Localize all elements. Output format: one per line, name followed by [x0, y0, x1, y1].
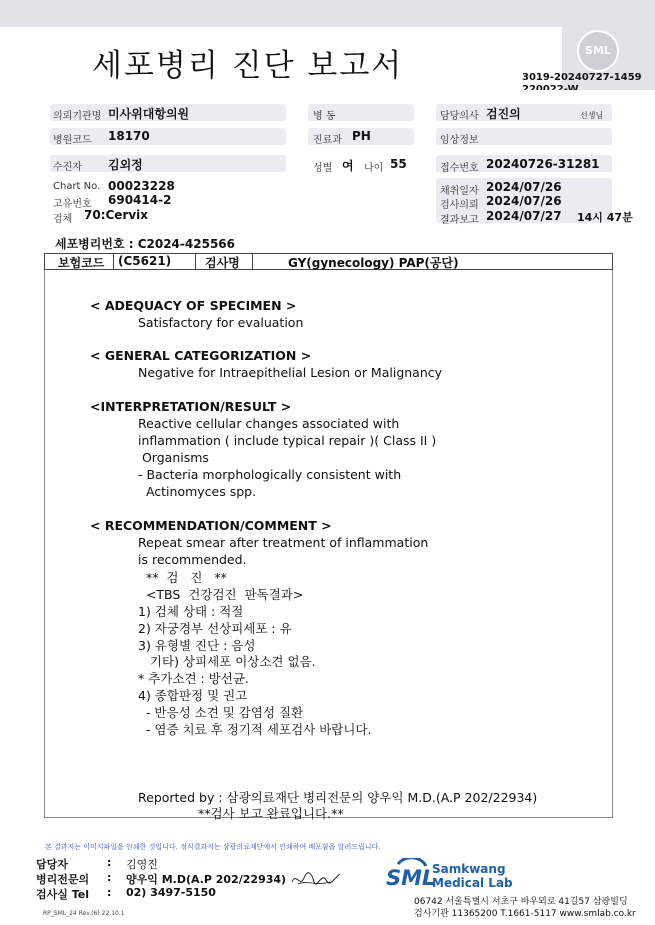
- pathology-number: 세포병리번호 : C2024-425566: [55, 237, 235, 251]
- unique-no-label: 고유번호: [53, 199, 92, 210]
- attending-suffix: 선생님: [580, 111, 604, 120]
- requested-value: 2024/07/26: [486, 194, 562, 208]
- collected-label: 채취일자: [440, 186, 479, 197]
- interpretation-line: inflammation ( include typical repair )( Class II ): [138, 433, 437, 448]
- ward-label: 병 동: [313, 111, 336, 122]
- hospital-code-value: 18170: [108, 129, 150, 143]
- requested-label: 검사의뢰: [440, 200, 479, 211]
- clinical-info-label: 임상정보: [440, 135, 479, 146]
- hospital-code-label: 병원코드: [53, 135, 92, 146]
- report-title: 세포병리 진단 보고서: [92, 48, 404, 84]
- recommendation-line: * 추가소견 : 방선균.: [138, 671, 249, 686]
- lab-info: 검사기관 11365200 T.1661-5117 www.smlab.co.kr: [414, 909, 636, 919]
- chart-no-label: Chart No.: [53, 181, 101, 192]
- chart-no-value: 00023228: [108, 179, 175, 193]
- interpretation-line: Actinomyces spp.: [138, 484, 257, 499]
- interpretation-line: Organisms: [138, 450, 209, 465]
- recommendation-line: ** 검 진 **: [138, 570, 227, 585]
- code-divider-1: [113, 253, 114, 270]
- sex-label: 성별: [313, 163, 333, 174]
- recommendation-line: 1) 검체 상태 : 적절: [138, 604, 244, 619]
- recommendation-line: 기타) 상피세포 이상소견 없음.: [138, 654, 316, 669]
- test-name-label: 검사명: [205, 256, 240, 270]
- specimen-value: 70:Cervix: [84, 208, 149, 222]
- reported-label: 결과보고: [440, 215, 479, 226]
- pathologist-value: 양우익 M.D(A.P 202/22934): [126, 873, 287, 886]
- dept-label: 진료과: [313, 135, 342, 146]
- report-end-line: **검사 보고 완료입니다.**: [198, 806, 344, 821]
- patient-cell: [50, 155, 286, 172]
- lab-name-line1: Samkwang: [432, 862, 506, 876]
- manager-value: 김영진: [126, 858, 158, 871]
- lab-tel-colon: :: [107, 886, 112, 899]
- interpretation-line: Reactive cellular changes associated with: [138, 416, 400, 431]
- lab-tel-value: 02) 3497-5150: [126, 886, 216, 899]
- pathologist-signature: [290, 868, 342, 890]
- receipt-value: 20240726-31281: [486, 157, 600, 171]
- institution-label: 의뢰기관명: [53, 111, 102, 122]
- code-divider-3: [252, 253, 253, 270]
- reported-by: Reported by : 삼광의료재단 병리전문의 양우익 M.D.(A.P 202/22934): [138, 790, 538, 805]
- age-value: 55: [390, 157, 407, 171]
- reported-value: 2024/07/27: [486, 209, 562, 223]
- recommendation-line: is recommended.: [138, 552, 247, 567]
- lab-address: 06742 서울특별시 서초구 바우뫼로 41길57 삼광빌딩: [414, 897, 628, 907]
- insurance-code-value: (C5621): [118, 254, 172, 268]
- pathologist-label: 병리전문의: [36, 873, 90, 886]
- unique-no-value: 690414-2: [108, 193, 172, 207]
- attending-label: 담당의사: [440, 111, 479, 122]
- recommendation-line: 3) 유형별 진단 : 음성: [138, 638, 256, 653]
- manager-colon: :: [107, 856, 112, 869]
- test-name-value: GY(gynecology) PAP(공단): [288, 256, 459, 270]
- report-code-line1: 3019-20240727-1459: [522, 72, 642, 83]
- specimen-label: 검체: [53, 214, 73, 225]
- adequacy-heading: < ADEQUACY OF SPECIMEN >: [90, 298, 297, 313]
- pathologist-colon: :: [107, 871, 112, 884]
- collected-value: 2024/07/26: [486, 180, 562, 194]
- dept-value: PH: [352, 129, 371, 143]
- lab-tel-label: 검사실 Tel: [36, 888, 89, 901]
- receipt-label: 접수번호: [440, 163, 479, 174]
- adequacy-text: Satisfactory for evaluation: [138, 315, 304, 330]
- recommendation-line: 2) 자궁경부 선상피세포 : 유: [138, 621, 292, 636]
- manager-label: 담당자: [36, 858, 68, 871]
- interpretation-heading: <INTERPRETATION/RESULT >: [90, 399, 292, 414]
- code-divider-2: [195, 253, 196, 270]
- form-code: RP_SML_24 Rev.(6) 22.10.1: [43, 910, 125, 917]
- sml-logo-badge: SML: [577, 30, 619, 72]
- attending-value: 검진의: [486, 107, 521, 121]
- interpretation-line: - Bacteria morphologically consistent with: [138, 467, 402, 482]
- institution-value: 미사위대항의원: [108, 107, 190, 121]
- general-text: Negative for Intraepithelial Lesion or Malignancy: [138, 365, 443, 380]
- sml-logo-text: SML: [386, 866, 436, 890]
- patient-value: 김외정: [108, 158, 143, 172]
- recommendation-line: 4) 종합판정 및 권고: [138, 688, 248, 703]
- insurance-code-label: 보험코드: [58, 256, 105, 270]
- general-heading: < GENERAL CATEGORIZATION >: [90, 348, 312, 363]
- recommendation-line: - 염증 치료 후 정기적 세포검사 바랍니다.: [138, 722, 372, 737]
- reported-time: 14시 47분: [577, 211, 633, 224]
- sex-value: 여: [342, 159, 354, 173]
- recommendation-line: - 반응성 소견 및 감염성 질환: [138, 705, 304, 720]
- lab-name-line2: Medical Lab: [432, 876, 513, 890]
- patient-label: 수진자: [53, 162, 82, 173]
- footer-note: 본 결과지는 이미지파일을 인쇄한 것입니다. 정식결과지는 삼광의료재단에서 인쇄하여 배포함을 알려드립니다.: [45, 843, 381, 851]
- age-label: 나이: [364, 163, 384, 174]
- recommendation-heading: < RECOMMENDATION/COMMENT >: [90, 518, 332, 533]
- recommendation-line: <TBS 건강검진 판독결과>: [138, 587, 304, 602]
- recommendation-line: Repeat smear after treatment of inflammation: [138, 535, 429, 550]
